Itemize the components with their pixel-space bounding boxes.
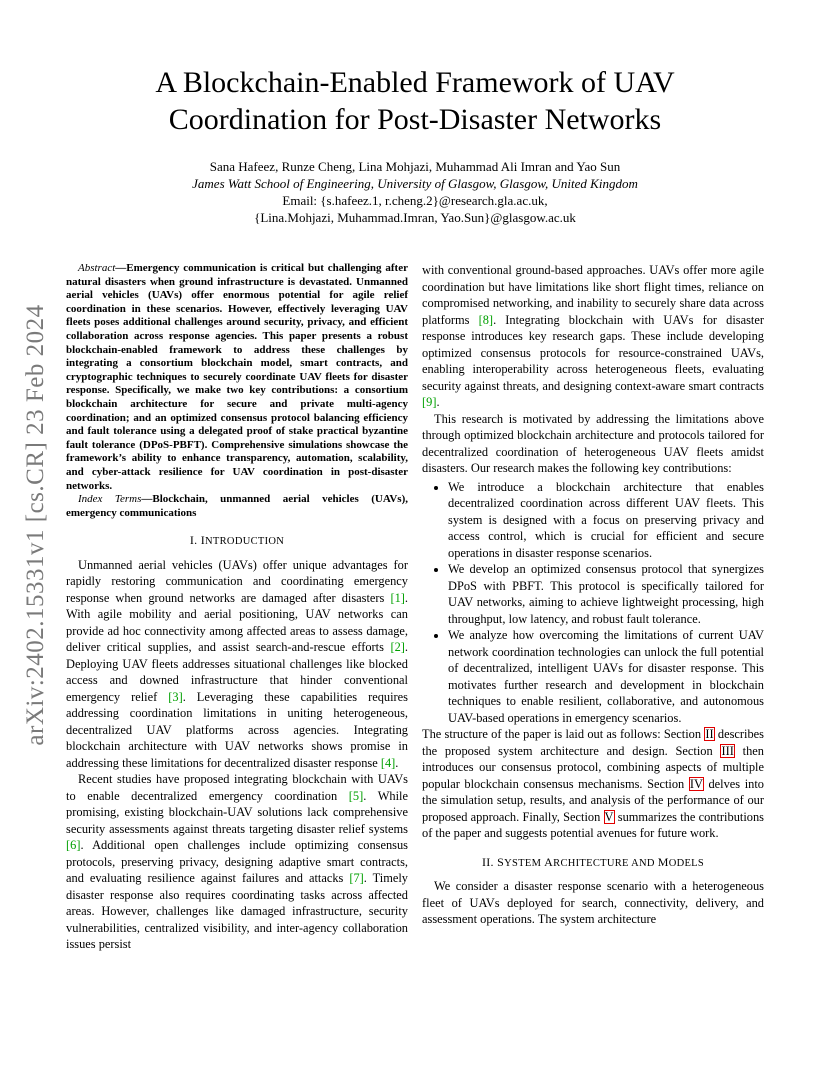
intro-paragraph-2: Recent studies have proposed integrating blockchain with UAVs to enable decentralized emergency coordination [5]. While promising, existing blockchain-UAV solutions lack comprehensive security assessments against threats targeting disaster relief systems [6]. Additional open challenges include optimizing consensus protocols, preserving privacy, designing adaptive smart contracts, and evaluating resilience against failures and attacks [7]. Timely disaster response also requires coordinating tasks across affected areas. However, challenges like damaged infrastructure, security vulnerabilities, centralized visibility, and inter-agency collaboration issues persist [66,772,409,952]
citation-2[interactable]: [2] [390,640,405,655]
section-link-4[interactable]: IV [689,776,703,791]
citation-7[interactable]: [7] [349,871,364,886]
index-terms-text: —Blockchain, unmanned aerial vehicles (UAVs), emergency communications [66,493,408,519]
paper-structure-paragraph: The structure of the paper is laid out as follows: Section II describes the proposed system architecture and design. Section III then introduces our consensus protocol, combining aspects of multiple popular blockchain consensus mechanisms. Section IV delves into the simulation setup, results, and analysis of the performance of our proposed approach. Finally, Section V summarizes the contributions of the paper and suggests potential avenues for future work. [422,727,764,840]
citation-9[interactable]: [9] [422,395,437,409]
abstract-label: Abstract [78,262,116,274]
intro-paragraph-2-continued: with conventional ground-based approaches. UAVs offer more agile coordination but have limitations like short flight times, reliance on compromised networking, and inability to securely share data across platforms [8]. Integrating blockchain with UAVs for disaster response introduces key research gaps. These include developing optimized consensus protocols for resource-constrained UAVs, enabling interoperability across heterogeneous fleets, evaluating security against threats, and designing context-aware smart contracts [9]. [422,263,764,409]
email-line-1: Email: {s.hafeez.1, r.cheng.2}@research.gla.ac.uk, [282,193,548,208]
citation-8[interactable]: [8] [478,312,494,327]
section-link-5[interactable]: V [604,809,614,824]
contribution-item-1: • We introduce a blockchain architecture that enables decentralized coordination across different UAV fleets. This system is designed with a focus on preserving privacy and access control, which is crucial for efficient and secure operations in disaster response scenarios. [448,479,764,562]
section-heading-introduction: I. INTRODUCTION [189,533,285,548]
left-column [66,262,408,953]
intro-paragraph-1: Unmanned aerial vehicles (UAVs) offer unique advantages for rapidly restoring communication and coordinating emergency response when ground networks are damaged after disasters [1]. With agile mobility and aerial positioning, UAV networks can provide ad hoc connectivity among affected areas to assess damage, deliver critical supplies, and assist search-and-rescue efforts [2]. Deploying UAV fleets addresses situational challenges like blocked access and downed infrastructure that hinder conventional emergency relief [3]. Leveraging these capabilities requires addressing coordination limitations in uniting heterogeneous, decentralized UAV platforms across agencies. Integrating blockchain architecture with UAV networks shows promise in addressing these limitations for decentralized disaster response [4]. [66,557,408,770]
authors: Sana Hafeez, Runze Cheng, Lina Mohjazi, Muhammad Ali Imran and Yao Sun [209,159,621,174]
affiliation: James Watt School of Engineering, University of Glasgow, Glasgow, United Kingdom [192,176,638,191]
paper-title [95,64,735,138]
title-line-1: A Blockchain-Enabled Framework of UAV [155,66,675,99]
citation-6[interactable]: [6] [66,838,81,853]
contributions-list [422,479,764,727]
section-link-2[interactable]: II [705,727,714,741]
intro-paragraph-3: This research is motivated by addressing the limitations above through optimized blockchain architecture and protocols tailored for decentralized coordination of heterogeneous UAV fleets amidst disasters. Our research makes the following key contributions: [422,411,764,475]
abstract-text: —Emergency communication is critical but challenging after natural disasters when ground infrastructure is devastated. Unmanned aerial vehicles (UAVs) offer enormous potential for agile relief coordination in these scenarios. However, effectively leveraging UAV fleets poses additional challenges around security, privacy, and efficient collaboration across response agencies. This paper presents a robust blockchain-enabled framework to address these challenges by integrating a consortium blockchain model, smart contracts, and cryptographic techniques to securely coordinate UAV fleets for disaster response. Specifically, we make two key contributions: a consortium blockchain architecture for secure and private multi-agency coordination; and an optimized consensus protocol balancing efficiency and fault tolerance using a delegated proof of stake practical byzantine fault tolerance (DPoS-PBFT). Comprehensive simulations showcase the framework’s ability to enhance transparency, automation, scalability, and cyber-attack resilience for UAV coordination in post-disaster networks. [66,262,408,492]
abstract [66,262,408,493]
citation-1[interactable]: [1] [390,590,405,605]
index-terms [66,493,408,520]
paper-header [95,64,735,226]
index-terms-label: Index Terms [78,493,142,506]
section-heading-system-architecture: II. SYSTEM ARCHITECTURE AND MODELS [481,854,705,869]
section-link-3[interactable]: III [721,743,734,758]
arxiv-identifier: arXiv:2402.15331v1 [cs.CR] 23 Feb 2024 [22,304,49,746]
system-architecture-paragraph-1: We consider a disaster response scenario with a heterogeneous fleet of UAVs deployed for search, connectivity, delivery, and assessment operations. The system architecture [422,879,764,926]
right-column [422,262,764,928]
citation-5[interactable]: [5] [348,788,364,803]
citation-3[interactable]: [3] [168,689,183,704]
contribution-item-2: • We develop an optimized consensus protocol that synergizes DPoS with PBFT. This protocol is specifically tailored for UAV networks, aiming to achieve lightweight processing, high throughput, low latency, and robust fault tolerance. [448,561,764,627]
citation-4[interactable]: [4] [380,755,396,770]
title-line-2: Coordination for Post-Disaster Networks [168,103,662,136]
contribution-item-3: • We analyze how overcoming the limitations of current UAV network coordination technologies can unlock the full potential of decentralized, intelligent UAVs for disaster response. This motivates further research and development in blockchain techniques to enable resilient, collaborative, and autonomous UAV-based operations in emergency scenarios. [448,627,764,726]
email-line-2: {Lina.Mohjazi, Muhammad.Imran, Yao.Sun}@glasgow.ac.uk [254,210,576,225]
arxiv-sidebar [22,290,50,760]
